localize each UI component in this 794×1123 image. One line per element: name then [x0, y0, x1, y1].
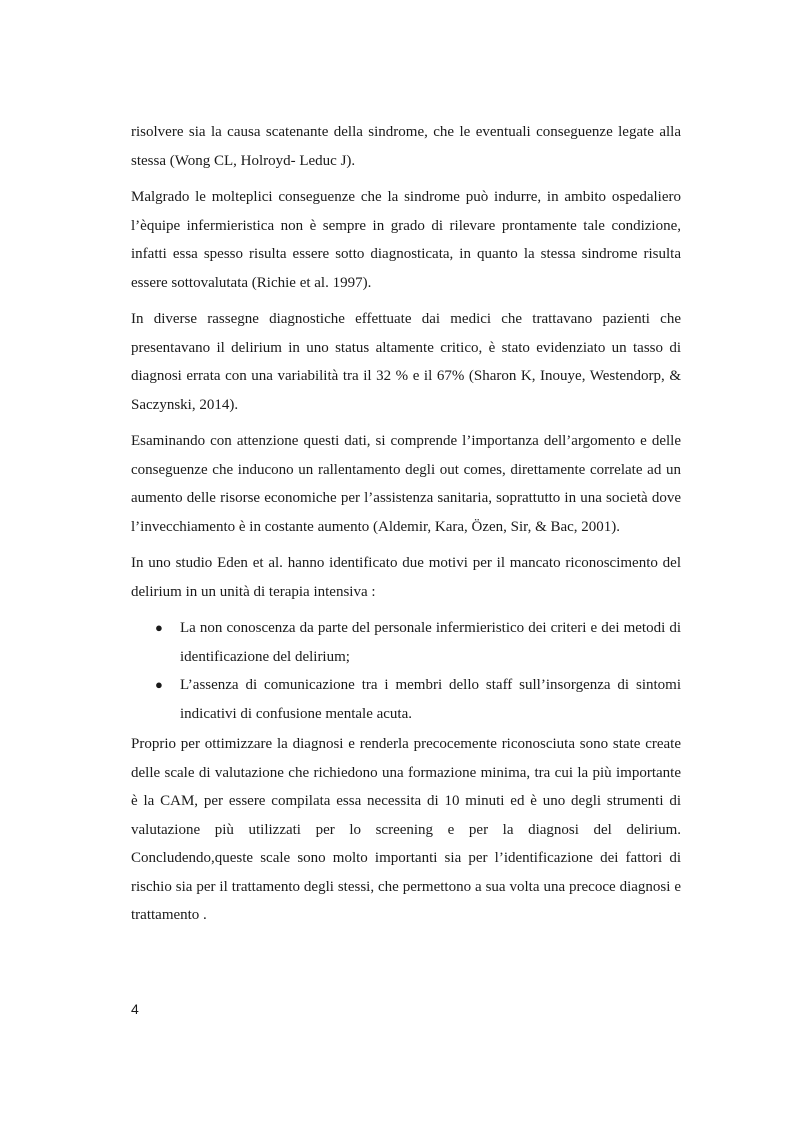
paragraph-6: Proprio per ottimizzare la diagnosi e renderla precocemente riconosciuta sono state create delle scale di valutazione che richiedono una formazione minima, tra cui la più importante è la CAM, per essere compilata essa necessita di 10 minuti ed è uno degli strumenti di valutazione più utilizzati per lo screening e per la diagnosi del delirium. Concludendo,queste scale sono molto importanti sia per l’identificazione dei fattori di rischio sia per il trattamento degli stessi, che permettono a sua volta una precoce diagnosi e trattamento .: [131, 736, 681, 923]
paragraph-2: Malgrado le molteplici conseguenze che la sindrome può indurre, in ambito ospedaliero l’èquipe infermieristica non è sempre in grado di rilevare prontamente tale condizione, infatti essa spesso risulta essere sotto diagnosticata, in quanto la stessa sindrome risulta essere sottovalutata (Richie et al. 1997).: [131, 189, 681, 291]
page-number: 4: [131, 1001, 139, 1017]
list-item-text: La non conoscenza da parte del personale infermieristico dei criteri e dei metodi di identificazione del delirium;: [180, 620, 681, 665]
bullet-list: [131, 614, 681, 728]
paragraph-5: In uno studio Eden et al. hanno identificato due motivi per il mancato riconoscimento del delirium in un unità di terapia intensiva :: [131, 555, 681, 600]
list-item-text: L’assenza di comunicazione tra i membri dello staff sull’insorgenza di sintomi indicativi di confusione mentale acuta.: [180, 677, 681, 722]
bullet-icon: ●: [155, 620, 163, 635]
document-page: [131, 118, 681, 938]
paragraph-1: risolvere sia la causa scatenante della sindrome, che le eventuali conseguenze legate alla stessa (Wong CL, Holroyd- Leduc J).: [131, 124, 681, 169]
paragraph-4: Esaminando con attenzione questi dati, si comprende l’importanza dell’argomento e delle conseguenze che inducono un rallentamento degli out comes, direttamente correlate ad un aumento delle risorse economiche per l’assistenza sanitaria, soprattutto in una società dove l’invecchiamento è in costante aumento (Aldemir, Kara, Özen, Sir, & Bac, 2001).: [131, 433, 681, 535]
list-item: [131, 671, 681, 728]
list-item: [131, 614, 681, 671]
bullet-icon: ●: [155, 677, 163, 692]
paragraph-3: In diverse rassegne diagnostiche effettuate dai medici che trattavano pazienti che presentavano il delirium in uno status altamente critico, è stato evidenziato un tasso di diagnosi errata con una variabilità tra il 32 % e il 67% (Sharon K, Inouye, Westendorp, & Saczynski, 2014).: [131, 311, 681, 413]
